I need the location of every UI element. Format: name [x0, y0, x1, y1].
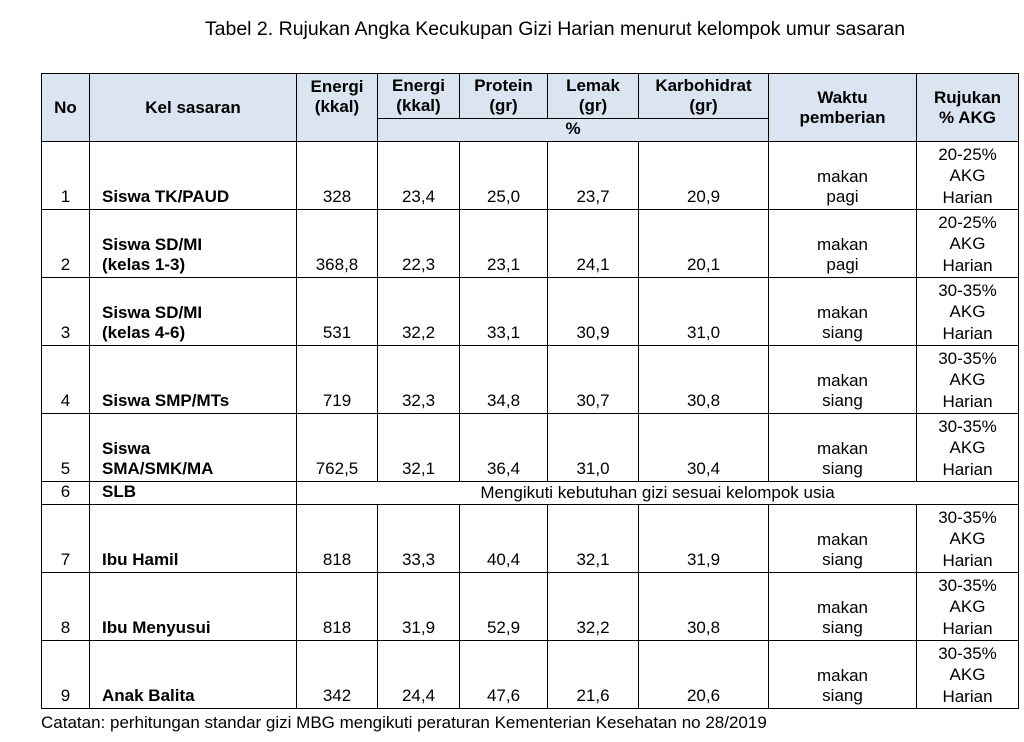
cell-waktu-pemberian: makan siang — [769, 505, 917, 573]
row-number: 4 — [42, 346, 90, 414]
cell-karbohidrat: 20,1 — [639, 210, 769, 278]
cell-protein: 47,6 — [460, 641, 548, 709]
cell-energi-percent: 31,9 — [378, 573, 460, 641]
row-number: 5 — [42, 414, 90, 482]
cell-rujukan-akg: 30-35% AKG Harian — [917, 278, 1019, 346]
table-row — [42, 142, 1019, 210]
cell-energi: 368,8 — [297, 210, 378, 278]
cell-karbohidrat: 31,0 — [639, 278, 769, 346]
cell-waktu-pemberian: makan siang — [769, 278, 917, 346]
cell-protein: 40,4 — [460, 505, 548, 573]
cell-karbohidrat: 30,8 — [639, 346, 769, 414]
row-group: Siswa SMP/MTs — [90, 346, 297, 414]
cell-protein: 36,4 — [460, 414, 548, 482]
cell-lemak: 32,2 — [548, 573, 639, 641]
header-energi-percent: Energi (kkal) — [378, 74, 460, 119]
cell-energi-percent: 32,2 — [378, 278, 460, 346]
header-protein: Protein (gr) — [460, 74, 548, 119]
nutrition-table — [41, 73, 1019, 709]
cell-rujukan-akg: 30-35% AKG Harian — [917, 414, 1019, 482]
cell-rujukan-akg: 30-35% AKG Harian — [917, 641, 1019, 709]
table-row — [42, 505, 1019, 573]
table-row — [42, 573, 1019, 641]
cell-waktu-pemberian: makan siang — [769, 346, 917, 414]
cell-energi-percent: 32,3 — [378, 346, 460, 414]
cell-energi-percent: 23,4 — [378, 142, 460, 210]
row-group: SLB — [90, 482, 297, 505]
row-number: 8 — [42, 573, 90, 641]
header-waktu-pemberian: Waktu pemberian — [769, 74, 917, 142]
row-number: 7 — [42, 505, 90, 573]
cell-karbohidrat: 20,6 — [639, 641, 769, 709]
row-group: Siswa TK/PAUD — [90, 142, 297, 210]
cell-lemak: 30,7 — [548, 346, 639, 414]
cell-energi: 818 — [297, 573, 378, 641]
cell-karbohidrat: 31,9 — [639, 505, 769, 573]
row-note: Mengikuti kebutuhan gizi sesuai kelompok usia — [297, 482, 1019, 505]
cell-energi: 818 — [297, 505, 378, 573]
header-energi-kkal: Energi (kkal) — [297, 74, 378, 142]
cell-rujukan-akg: 30-35% AKG Harian — [917, 505, 1019, 573]
cell-protein: 33,1 — [460, 278, 548, 346]
cell-protein: 25,0 — [460, 142, 548, 210]
header-percent: % — [378, 119, 769, 142]
row-number: 6 — [42, 482, 90, 505]
cell-protein: 34,8 — [460, 346, 548, 414]
header-no: No — [42, 74, 90, 142]
cell-energi-percent: 32,1 — [378, 414, 460, 482]
row-group: Siswa SMA/SMK/MA — [90, 414, 297, 482]
cell-rujukan-akg: 30-35% AKG Harian — [917, 346, 1019, 414]
cell-energi: 762,5 — [297, 414, 378, 482]
cell-lemak: 23,7 — [548, 142, 639, 210]
cell-lemak: 30,9 — [548, 278, 639, 346]
cell-rujukan-akg: 20-25% AKG Harian — [917, 210, 1019, 278]
cell-lemak: 31,0 — [548, 414, 639, 482]
cell-energi-percent: 24,4 — [378, 641, 460, 709]
row-group: Anak Balita — [90, 641, 297, 709]
cell-energi-percent: 33,3 — [378, 505, 460, 573]
cell-energi: 342 — [297, 641, 378, 709]
cell-energi: 328 — [297, 142, 378, 210]
cell-waktu-pemberian: makan pagi — [769, 142, 917, 210]
row-group: Ibu Menyusui — [90, 573, 297, 641]
row-number: 3 — [42, 278, 90, 346]
cell-karbohidrat: 20,9 — [639, 142, 769, 210]
cell-rujukan-akg: 30-35% AKG Harian — [917, 573, 1019, 641]
row-group: Ibu Hamil — [90, 505, 297, 573]
cell-energi-percent: 22,3 — [378, 210, 460, 278]
cell-karbohidrat: 30,4 — [639, 414, 769, 482]
cell-energi: 531 — [297, 278, 378, 346]
table-row — [42, 482, 1019, 505]
table-row — [42, 346, 1019, 414]
cell-karbohidrat: 30,8 — [639, 573, 769, 641]
header-rujukan-akg: Rujukan % AKG — [917, 74, 1019, 142]
cell-waktu-pemberian: makan siang — [769, 573, 917, 641]
cell-protein: 52,9 — [460, 573, 548, 641]
row-group: Siswa SD/MI (kelas 1-3) — [90, 210, 297, 278]
table-row — [42, 210, 1019, 278]
cell-waktu-pemberian: makan siang — [769, 641, 917, 709]
cell-lemak: 21,6 — [548, 641, 639, 709]
table-title: Tabel 2. Rujukan Angka Kecukupan Gizi Harian menurut kelompok umur sasaran — [204, 18, 906, 40]
header-kel-sasaran: Kel sasaran — [90, 74, 297, 142]
cell-waktu-pemberian: makan siang — [769, 414, 917, 482]
cell-waktu-pemberian: makan pagi — [769, 210, 917, 278]
row-number: 1 — [42, 142, 90, 210]
table-header — [42, 74, 1019, 142]
table-body — [42, 142, 1019, 709]
cell-rujukan-akg: 20-25% AKG Harian — [917, 142, 1019, 210]
table-row — [42, 278, 1019, 346]
cell-lemak: 24,1 — [548, 210, 639, 278]
footnote: Catatan: perhitungan standar gizi MBG mengikuti peraturan Kementerian Kesehatan no 28/2019 — [41, 713, 767, 732]
row-group: Siswa SD/MI (kelas 4-6) — [90, 278, 297, 346]
cell-energi: 719 — [297, 346, 378, 414]
row-number: 9 — [42, 641, 90, 709]
table-row — [42, 641, 1019, 709]
cell-protein: 23,1 — [460, 210, 548, 278]
header-karbohidrat: Karbohidrat (gr) — [639, 74, 769, 119]
table-row — [42, 414, 1019, 482]
header-lemak: Lemak (gr) — [548, 74, 639, 119]
row-number: 2 — [42, 210, 90, 278]
cell-lemak: 32,1 — [548, 505, 639, 573]
